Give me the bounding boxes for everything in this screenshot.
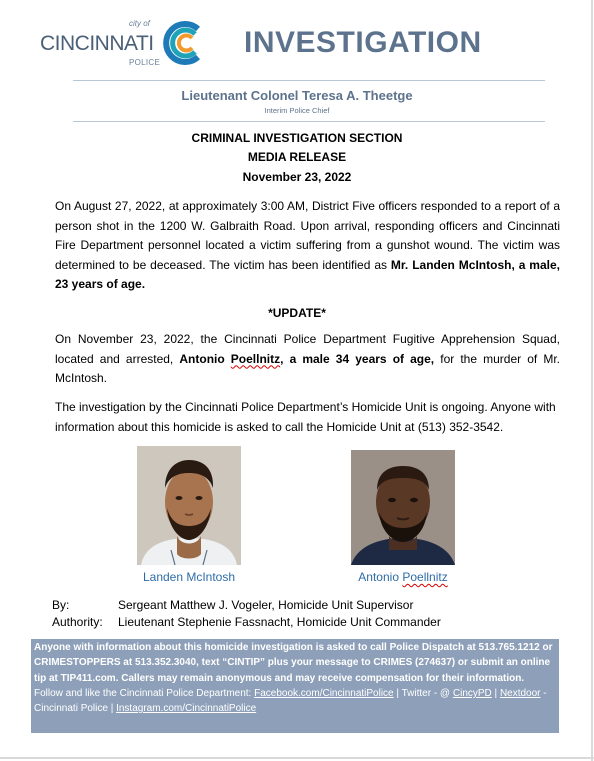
victim-photo [137,446,241,565]
contact-paragraph: The investigation by the Cincinnati Police Department’s Homicide Unit is ongoing. Anyone with information about this homicide is asked to call the Homicide Unit at (513) 352-3542. [55,400,556,434]
header-divider-bottom [73,121,545,122]
tip-footer [31,639,559,733]
logo-c-mark-icon [162,20,208,66]
chief-name: Lieutenant Colonel Teresa A. Theetge [181,88,413,103]
by-label: By: [52,598,70,612]
tip-text: Anyone with information about this homicide investigation is asked to call Police Dispatch at 513.765.1212 or CRIMESTOPPERS at 513.352.3040, text “CINTIP” plus your message to CRIMES (274637) or submit an online tip at TIP411.com. Callers may remain anonymous and may receive compensation for their information. [34,642,553,684]
release-date: November 23, 2022 [242,170,352,184]
by-value: Sergeant Matthew J. Vogeler, Homicide Unit Supervisor [118,598,414,612]
arrest-paragraph [55,330,560,389]
logo-wordmark: CINCINNATI [40,32,154,55]
release-type-heading: MEDIA RELEASE [247,150,347,164]
authority-value: Lieutenant Stephenie Fassnacht, Homicide Unit Commander [118,615,441,629]
section-heading: CRIMINAL INVESTIGATION SECTION [191,131,403,145]
instagram-link[interactable]: Instagram.com/CincinnatiPolice [116,703,257,715]
nextdoor-rest: - Cincinnati Police [34,687,547,715]
social-links [34,686,555,717]
suspect-age: , a male 34 years of age, [280,351,435,366]
arrest-text-c: for the murder of Mr. McIntosh. [55,351,560,385]
suspect-last-name: Poellnitz [230,351,281,366]
suspect-first-name: Antonio [179,351,231,366]
logo-city-of: city of [129,19,150,28]
suspect-caption [336,570,470,584]
separator-3: | [107,703,117,715]
update-heading: *UPDATE* [268,306,326,320]
follow-prefix: Follow and like the Cincinnati Police Department: [34,687,255,699]
facebook-link[interactable]: Facebook.com/CincinnatiPolice [254,687,394,699]
authority-label: Authority: [52,615,103,629]
separator-2: | [491,687,500,699]
separator-1: | Twitter - @ [393,687,453,699]
suspect-identification [179,352,434,366]
victim-identification: Mr. Landen McIntosh, a male, 23 years of age. [55,257,560,291]
header-divider-top [73,80,545,81]
suspect-caption-last: Poellnitz [402,570,448,584]
cincinnati-police-logo [40,18,210,70]
victim-caption: Landen McIntosh [142,570,236,584]
nextdoor-link[interactable]: Nextdoor [499,687,541,699]
incident-paragraph [55,197,560,295]
incident-text: On August 27, 2022, at approximately 3:00 AM, District Five officers responded to a report of a person shot in the 1200 W. Galbraith Road. Upon arrival, responding officers and Cincinnati Fire Department personnel located a victim suffering from a gunshot wound. The victim was determined to be deceased. The victim has been identified as [55,199,560,272]
by-line [52,598,413,612]
twitter-link[interactable]: CincyPD [452,687,492,699]
arrest-text-a: On November 23, 2022, the Cincinnati Police Department Fugitive Apprehension Squad, located and arrested, [55,332,560,366]
masthead-title: INVESTIGATION [244,26,482,59]
logo-police: POLICE [129,58,161,67]
authority-line [52,615,441,629]
suspect-caption-first: Antonio [358,570,403,584]
suspect-photo [351,450,455,565]
chief-title: Interim Police Chief [264,106,330,115]
page-edge-bottom [0,757,594,759]
